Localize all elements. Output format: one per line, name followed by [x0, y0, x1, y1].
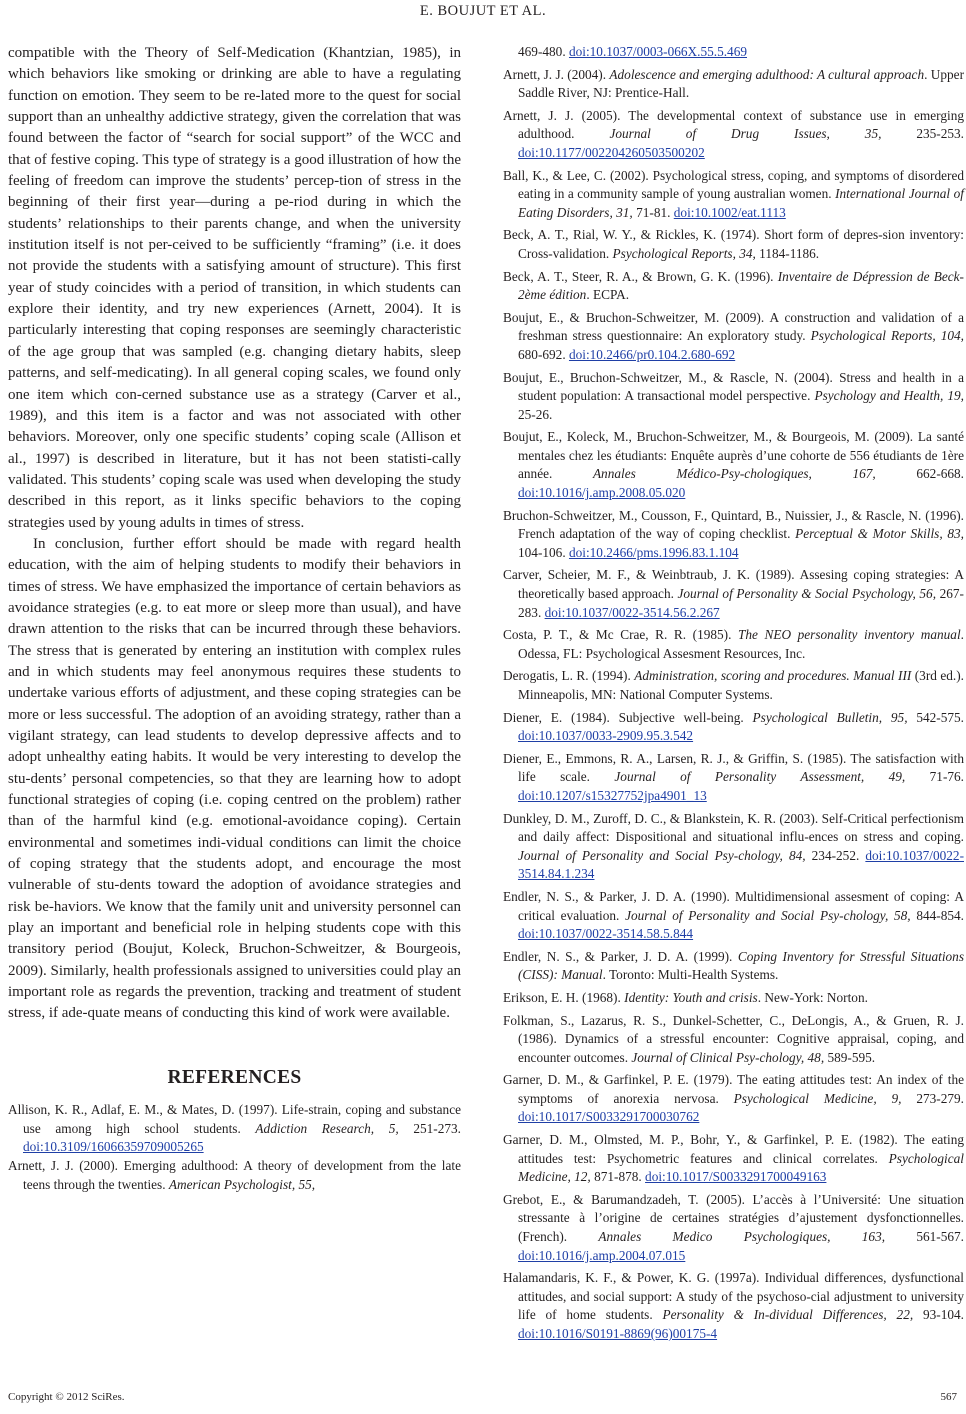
reference-source: Journal of Drug Issues, 35,: [609, 126, 882, 142]
reference-source: Addiction Research, 5,: [255, 1120, 399, 1136]
reference-entry: [503, 888, 964, 944]
reference-source: Journal of Personality & Social Psychology, 56,: [677, 586, 937, 602]
reference-source: Coping Inventory for Stressful Situations (CISS): Manual: [518, 948, 964, 983]
reference-entry: [503, 810, 964, 884]
reference-authors: Boujut, E., Koleck, M., Bruchon-Schweitzer, M., & Bourgeois, M. (2009). La santé mentales chez les étudiants: Enquête auprès d’une cohorte de 556 étudiants de 1ère année.: [503, 429, 964, 482]
reference-details: 25-26.: [518, 406, 553, 422]
reference-source: Perceptual & Motor Skills, 83,: [795, 526, 964, 542]
reference-authors: Diener, E., Emmons, R. A., Larsen, R. J., & Griffin, S. (1985). The satisfaction with life scale.: [503, 750, 964, 785]
reference-entry: [503, 507, 964, 563]
reference-authors: Halamandaris, K. F., & Power, K. G. (1997a). Individual differences, dysfunctional attitudes, and social support: A study of the psychoso-cial adjustment to university life of home students.: [503, 1270, 964, 1323]
reference-source: Psychological Reports, 34,: [612, 245, 756, 261]
reference-authors: Beck, A. T., Steer, R. A., & Brown, G. K. (1996).: [503, 268, 778, 284]
body-paragraph: In conclusion, further effort should be made with regard health education, with the aim of helping students to modify their behaviors in times of stress. We have emphasized the importance of certain behaviors as avoidance strategies (e.g. to eat more or sleep more than usual), and have drawn attention to the risks that can be incurred through these behaviors. The stress that is generated by entering an institution with complex rules and in which students may feel anonymous requires these students to undertake various efforts of adjustment, and these coping strategies can be more or less successful. The adoption of an avoiding strategy, rather than a vigilant strategy, can lead students to develop depressive affects and to adopt unhealthy eating habits. It would be very interesting to develop the stu-dents’ personal competencies, so that they are learning how to adopt functional strategies of coping (i.e. coping centred on the problem) rather than of the harmful kind (e.g. emotional-avoidance coping). Certain environmental and sometimes indi-vidual conditions can limit the choice of coping strategy that the students adopt, and encourage the most vulnerable of stu-dents toward the adoption of avoidance strategies and risk be-haviors. We know that the family unit and university personnel can play an important and beneficial role in helping students cope with this transitory period (Boujut, Koleck, Bruchon-Schweitzer, & Bourgeois, 2009). Similarly, health professionals assigned to universities could play an important role as regards the prevention, tracking and treatment of student stress, if ade-quate means of conducting this kind of work were available.: [8, 535, 461, 1022]
reference-entry: [8, 1101, 461, 1157]
reference-authors: Diener, E. (1984). Subjective well-being.: [503, 709, 753, 725]
reference-details: 251-273.: [398, 1120, 461, 1136]
reference-details: 1184-1186.: [755, 245, 820, 261]
reference-details: . Toronto: Multi-Health Systems.: [602, 967, 779, 983]
reference-entry: [503, 989, 964, 1008]
reference-details: 267-283.: [518, 586, 964, 620]
reference-details: 844-854.: [910, 907, 965, 923]
reference-details: 542-575.: [907, 709, 964, 725]
reference-entry: [503, 948, 964, 985]
reference-entry: [503, 1071, 964, 1127]
references-list-right: [503, 43, 964, 1344]
reference-authors: Arnett, J. J. (2000). Emerging adulthood: A theory of development from the late teens through the twenties.: [8, 1157, 461, 1192]
reference-authors: Endler, N. S., & Parker, J. D. A. (1999).: [503, 948, 738, 964]
body-paragraph: compatible with the Theory of Self-Medication (Khantzian, 1985), in which behaviors like smoking or drinking are able to have a regulating function on emotion. They seem to be re-lated more to the quest for social support than an unhealthy addictive strategy, given the correlation that was found between the factor of “search for social support” of the WCC and that of festive coping. This type of strategy is a good illustration of how the feeling of freedom can improve the students’ percep-tion of stress in the beginning of their first year—during a pe-riod during in which the students’ relationships to their parents change, and when the university institution itself is not per-ceived to be sufficiently “framing” (i.e. it does not provide the students with a satisfying amount of structure). This first year of study coincides with a period of transition, in which students can explore their identity, and try new experiences (Arnett, 2004). It is particularly interesting that coping responses are seemingly characteristic of the age group that was sampled (e.g. changing dietary habits, sleep patterns, and self-medicating). In all general coping scales, we found only one item which con-cerned substance use as a strategy (Carver et al., 1989), and this item is a factor and was not associated with other behaviors. Moreover, only one specific students’ coping scale (Allison et al., 1997) is described in literature, but it has not been statisti-cally validated. This students’ coping scale was used when developing the study described in this report, as it links specific behaviors to the coping strategies used by young adults in times of stress.: [8, 45, 461, 531]
reference-source: Inventaire de Dépression de Beck-2ème édition: [518, 268, 964, 303]
doi-link[interactable]: doi:10.1002/eat.1113: [673, 204, 786, 220]
reference-details: 589-595.: [824, 1049, 876, 1065]
reference-authors: Dunkley, D. M., Zuroff, D. C., & Blankstein, K. R. (2003). Self-Critical perfectionism and daily affect: Dispositional and situational influ-ences on stress and coping.: [503, 810, 964, 845]
reference-authors: Boujut, E., & Bruchon-Schweitzer, M. (2009). A construction and validation of a freshman stress questionnaire: An exploratory study.: [503, 309, 964, 344]
reference-details: 273-279.: [901, 1090, 965, 1106]
copyright-footer: Copyright © 2012 SciRes.: [8, 1391, 125, 1403]
reference-authors: Endler, N. S., & Parker, J. D. A. (1990). Multidimensional assesment of coping: A critical evaluation.: [503, 888, 964, 923]
reference-authors: Ball, K., & Lee, C. (2002). Psychological stress, coping, and symptoms of disordered eating in a community sample of young australian women.: [503, 167, 964, 202]
doi-link[interactable]: doi:10.1037/0033-2909.95.3.542: [518, 728, 694, 744]
reference-entry: [503, 66, 964, 103]
reference-source: American Psychologist, 55,: [168, 1176, 316, 1192]
references-list-left: [8, 1101, 461, 1194]
reference-entry: [503, 428, 964, 502]
reference-authors: Grebot, E., & Barumandzadeh, T. (2005). L’accès à l’Université: Une situation stressante à l’origine de certaines stratégies d’ajustement dysfonctionnelles. (French).: [503, 1191, 964, 1245]
reference-source: Psychological Medicine, 12,: [518, 1150, 964, 1185]
running-header: E. BOUJUT ET AL.: [419, 3, 547, 19]
reference-source: Psychological Medicine, 9,: [733, 1090, 902, 1106]
doi-link[interactable]: doi:10.1177/002204260503500202: [518, 144, 705, 160]
reference-authors: Bruchon-Schweitzer, M., Cousson, F., Quintard, B., Nuissier, J., & Rascle, N. (1996). French adaptation of the way of coping checklist.: [503, 507, 964, 542]
reference-source: Annales Médico-Psy-chologiques, 167,: [592, 466, 876, 482]
reference-entry: [503, 1012, 964, 1068]
reference-details: 871-878.: [590, 1169, 646, 1185]
doi-link[interactable]: doi:10.1016/j.amp.2008.05.020: [518, 485, 686, 501]
reference-details: 561-567.: [885, 1229, 965, 1245]
reference-details: (3rd ed.). Minneapolis, MN: National Computer Systems.: [518, 668, 964, 702]
reference-entry: [8, 1157, 461, 1194]
reference-entry: [503, 566, 964, 622]
doi-link[interactable]: doi:10.1037/0022-3514.56.2.267: [544, 604, 720, 620]
doi-link[interactable]: doi:10.1037/0022-3514.58.5.844: [518, 926, 694, 942]
reference-details: . Odessa, FL: Psychological Assesment Resources, Inc.: [518, 627, 964, 661]
doi-link[interactable]: doi:10.2466/pr0.104.2.680-692: [568, 346, 736, 362]
reference-authors: Allison, K. R., Adlaf, E. M., & Mates, D. (1997). Life-strain, coping and substance use among high school students.: [8, 1102, 461, 1136]
reference-details: 680-692.: [518, 346, 569, 362]
reference-source: The NEO personality inventory manual: [737, 627, 961, 643]
reference-details: . Upper Saddle River, NJ: Prentice-Hall.: [518, 66, 964, 101]
reference-source: Journal of Personality and Social Psy-chology, 84,: [518, 847, 806, 863]
reference-entry: [503, 43, 964, 62]
reference-authors: Garner, D. M., Olmsted, M. P., Bohr, Y., & Garfinkel, P. E. (1982). The eating attitudes test: Psychometric features and clinical correlates.: [503, 1132, 964, 1166]
reference-entry: [503, 626, 964, 663]
reference-authors: Beck, A. T., Rial, W. Y., & Rickles, K. (1974). Short form of depres-sion inventory: Cross-validation.: [503, 227, 964, 261]
references-heading: REFERENCES: [167, 1066, 302, 1088]
reference-authors: Derogatis, L. R. (1994).: [503, 668, 635, 684]
doi-link[interactable]: doi:10.1016/j.amp.2004.07.015: [518, 1247, 686, 1263]
reference-details: . New-York: Norton.: [757, 989, 868, 1005]
page-number: 567: [940, 1391, 957, 1403]
doi-link[interactable]: doi:10.1017/S0033291700049163: [645, 1169, 827, 1185]
reference-details: . ECPA.: [586, 287, 630, 303]
reference-source: Annales Medico Psychologiques, 163,: [598, 1229, 886, 1245]
reference-source: Journal of Clinical Psy-chology, 48,: [631, 1049, 825, 1065]
reference-entry: [503, 1131, 964, 1187]
reference-entry: [503, 667, 964, 704]
reference-details: 469-480.: [518, 44, 569, 59]
reference-source: Personality & In-dividual Differences, 22,: [662, 1307, 914, 1323]
reference-authors: Arnett, J. J. (2004).: [503, 66, 610, 82]
reference-details: 104-106.: [518, 544, 569, 560]
reference-source: Psychology and Health, 19,: [814, 388, 964, 404]
reference-source: Administration, scoring and procedures. Manual III: [634, 668, 912, 684]
doi-link[interactable]: doi:10.2466/pms.1996.83.1.104: [568, 544, 739, 560]
reference-source: Adolescence and emerging adulthood: A cultural approach: [609, 66, 925, 82]
reference-entry: [503, 268, 964, 305]
doi-link[interactable]: doi:10.3109/16066359709005265: [23, 1139, 204, 1155]
reference-details: 235-253.: [881, 126, 964, 142]
reference-authors: Carver, Scheier, M. F., & Weinbtraub, J. K. (1989). Assesing coping strategies: A theoretically based approach.: [503, 567, 964, 602]
reference-source: Journal of Personality Assessment, 49,: [614, 769, 906, 785]
reference-entry: [503, 309, 964, 365]
doi-link[interactable]: doi:10.1037/0022-3514.84.1.234: [518, 847, 964, 882]
left-column: [8, 43, 461, 1194]
reference-entry: [503, 1191, 964, 1265]
reference-entry: [503, 167, 964, 223]
reference-source: Psychological Reports, 104,: [810, 328, 964, 344]
reference-entry: [503, 750, 964, 806]
reference-details: 662-668.: [875, 466, 965, 482]
reference-details: 234-252.: [805, 847, 866, 863]
reference-source: Journal of Personality and Social Psy-chology, 58,: [625, 907, 911, 923]
reference-authors: Folkman, S., Lazarus, R. S., Dunkel-Schetter, C., DeLongis, A., & Gruen, R. J. (1986). Dynamics of a stressful encounter: Cognitive appraisal, coping, and encounter outcomes.: [503, 1012, 964, 1065]
reference-entry: [503, 369, 964, 425]
doi-link[interactable]: doi:10.1207/s15327752jpa4901_13: [518, 787, 707, 803]
reference-source: Psychological Bulletin, 95,: [752, 709, 908, 725]
reference-entry: [503, 709, 964, 746]
reference-source: Identity: Youth and crisis: [624, 989, 758, 1005]
reference-entry: [503, 226, 964, 263]
reference-details: 71-76.: [905, 769, 965, 785]
reference-details: 71-81.: [632, 204, 674, 220]
reference-source: International Journal of Eating Disorders, 31,: [518, 186, 964, 220]
doi-link[interactable]: doi:10.1017/S0033291700030762: [518, 1109, 700, 1125]
reference-entry: [503, 107, 964, 163]
reference-authors: Erikson, E. H. (1968).: [503, 989, 625, 1005]
reference-authors: Garner, D. M., & Garfinkel, P. E. (1979). The eating attitudes test: An index of the symptoms of anorexia nervosa.: [503, 1072, 964, 1106]
reference-authors: Boujut, E., Bruchon-Schweitzer, M., & Rascle, N. (2004). Stress and health in a student population: A transactional model perspective.: [503, 369, 964, 404]
doi-link[interactable]: doi:10.1037/0003-066X.55.5.469: [568, 44, 747, 59]
right-column: [503, 43, 964, 1348]
reference-authors: Costa, P. T., & Mc Crae, R. R. (1985).: [503, 627, 738, 643]
reference-authors: Arnett, J. J. (2005). The developmental context of substance use in emerging adulthood.: [503, 107, 964, 142]
reference-entry: [503, 1269, 964, 1343]
doi-link[interactable]: doi:10.1016/S0191-8869(96)00175-4: [518, 1326, 718, 1341]
reference-details: 93-104.: [913, 1307, 964, 1323]
